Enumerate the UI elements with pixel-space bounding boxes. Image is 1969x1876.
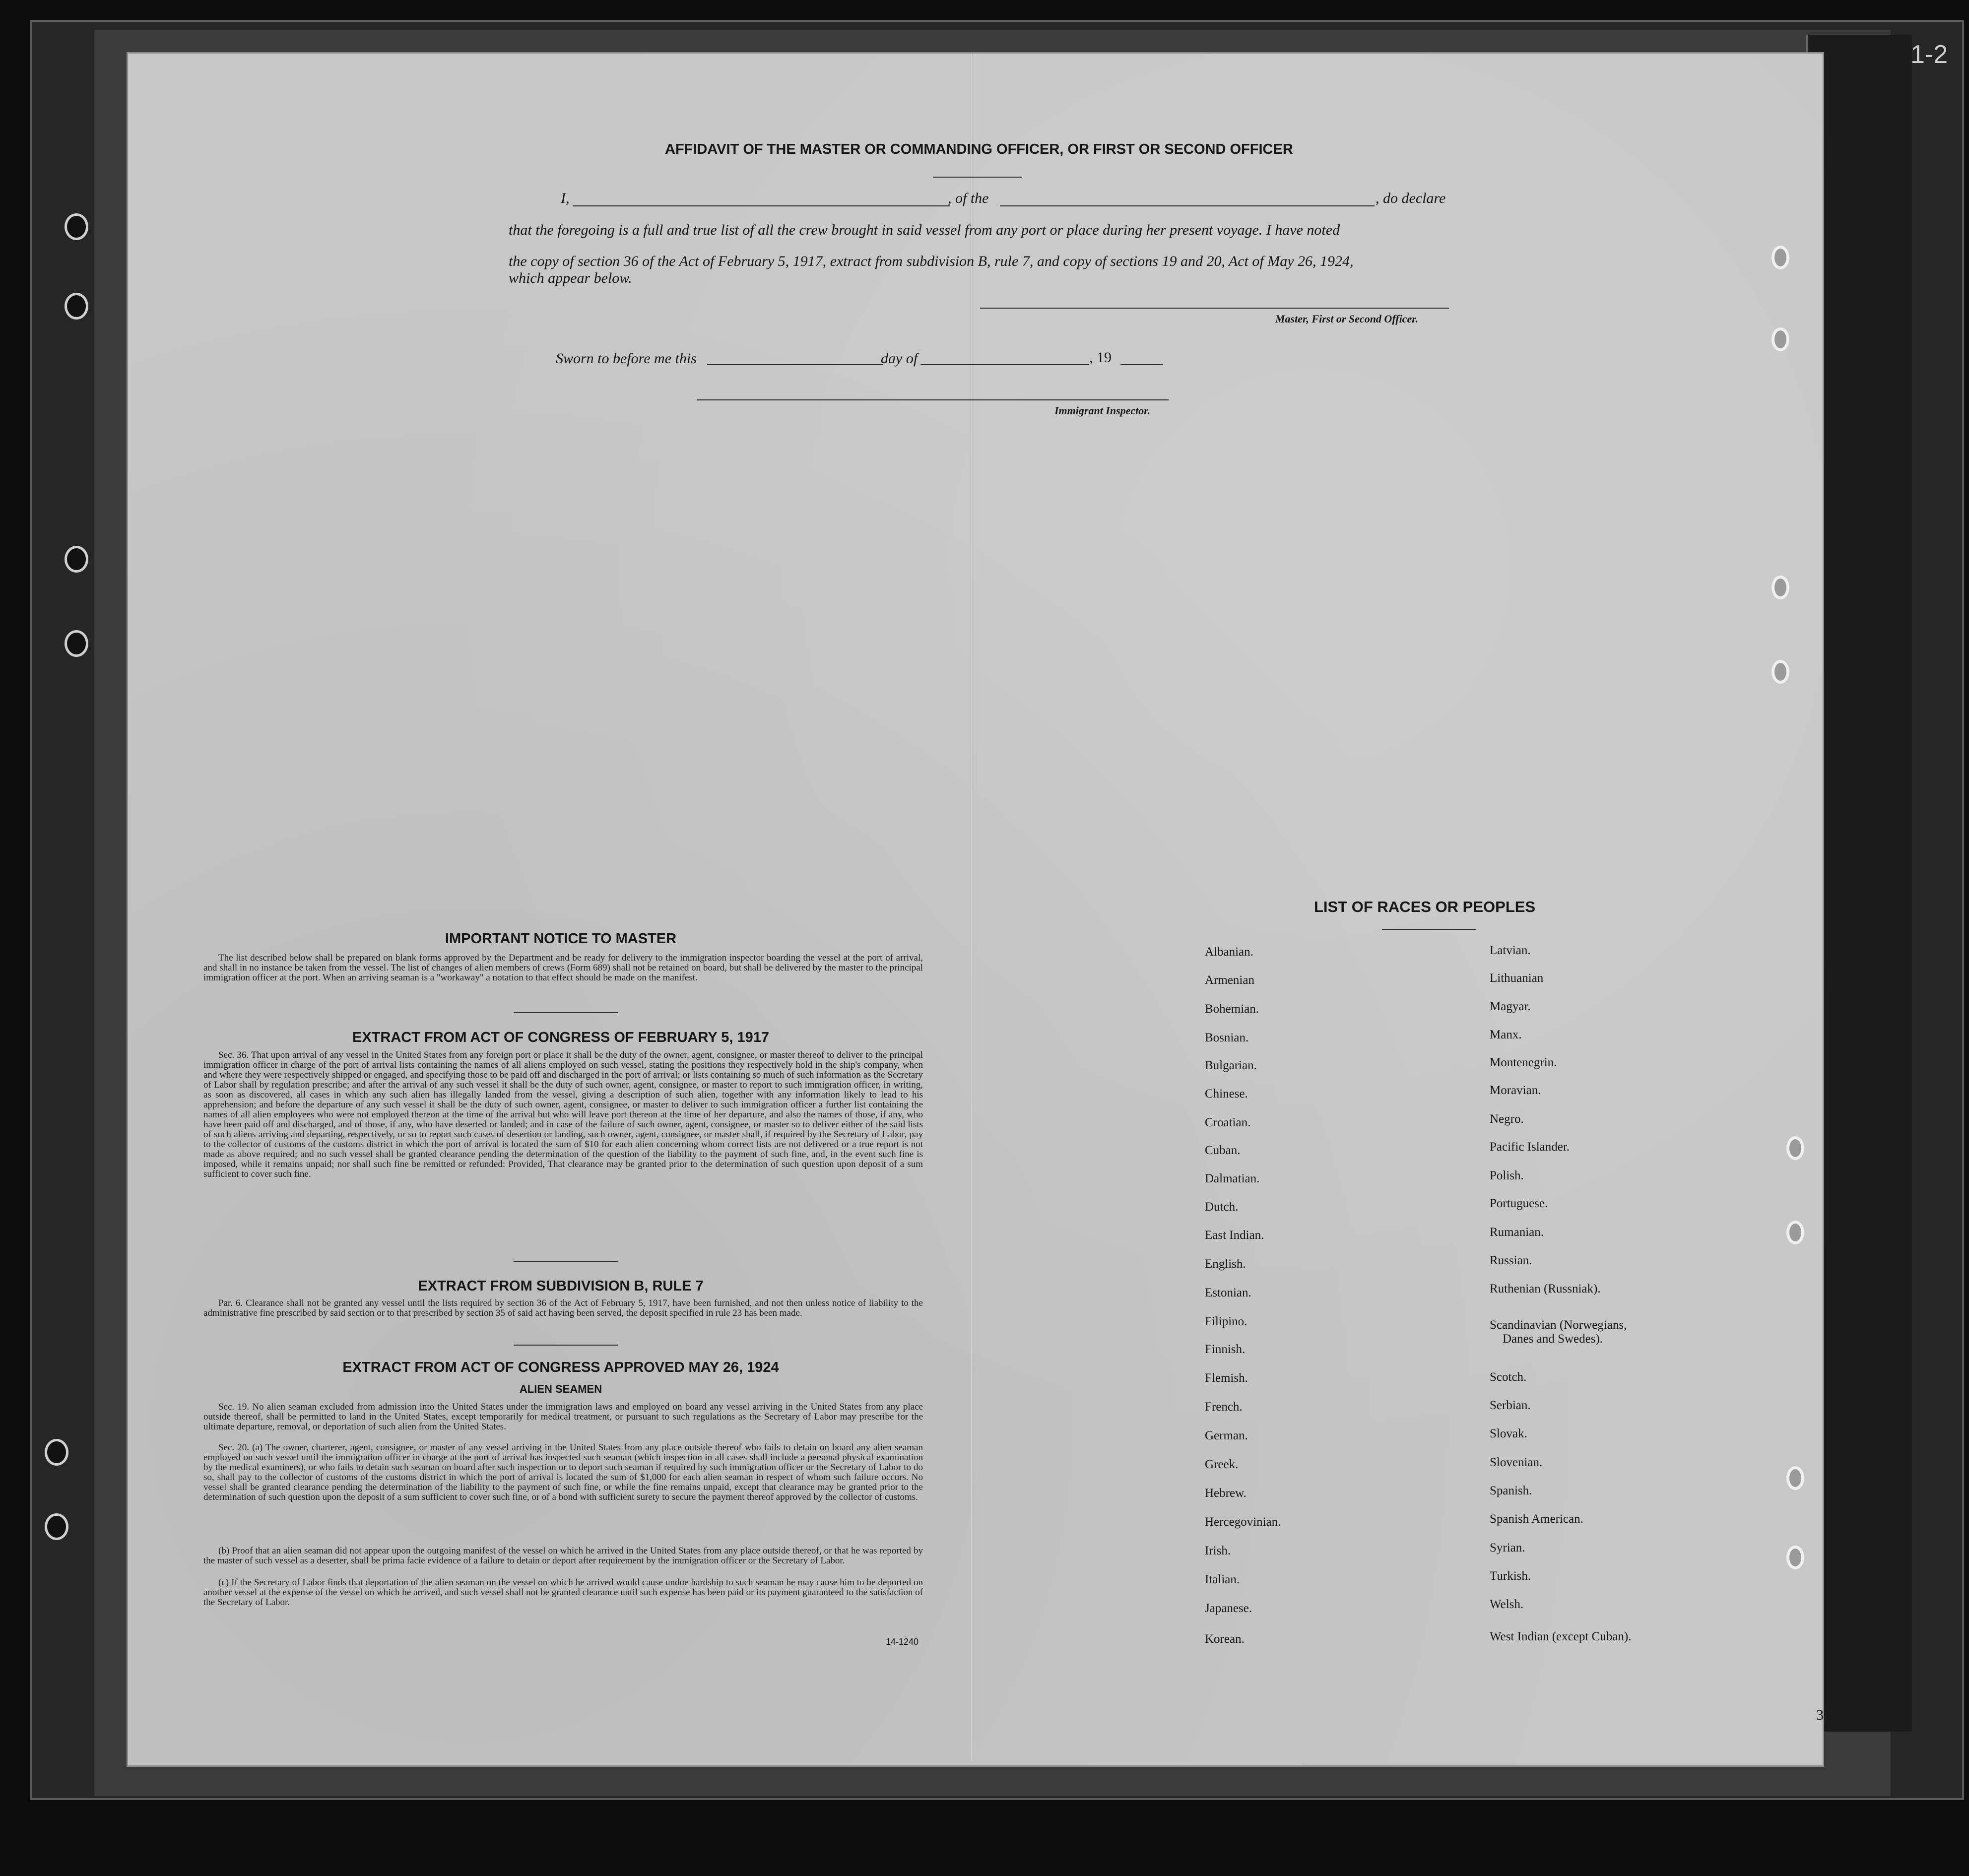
of-the-label: , of the [948, 190, 989, 206]
affidavit-title: AFFIDAVIT OF THE MASTER OR COMMANDING OFFICER, OR FIRST OR SECOND OFFICER [665, 141, 1293, 157]
race-item: Cuban. [1205, 1144, 1241, 1157]
binder-hole [1786, 1136, 1804, 1160]
race-item: Manx. [1490, 1028, 1522, 1041]
binder-hole [1786, 1546, 1804, 1569]
extract-1924-title: EXTRACT FROM ACT OF CONGRESS APPROVED MAY 26, 1924 [342, 1359, 779, 1375]
affidavit-i-label: I, [561, 190, 570, 206]
race-item: Korean. [1205, 1632, 1245, 1646]
master-signature-line[interactable] [980, 308, 1449, 309]
race-item: Italian. [1205, 1573, 1240, 1586]
inspector-signature-label: Immigrant Inspector. [1054, 404, 1151, 417]
race-item: Hercegovinian. [1205, 1515, 1281, 1529]
sec-20a-text: Sec. 20. (a) The owner, charterer, agent, consignee, or master of any vessel arriving in the United States from any place outside thereof who fails to detain on board any alien seaman employed on such vessel until the immigration officer in charge at the port of arrival has inspected such seaman (which inspection in all cases shall include a personal physical examination by the medical examiners), or who fails to detain such seaman on board after such inspection or to deport such seaman if required by such immigration officer or the Secretary of Labor to do so, shall pay to the collector of customs of the customs district in which the port of arrival is located the sum of $1,000 for each alien seaman in respect of whom such failure occurs. No vessel shall be granted clearance pending the determination of the liability to the payment of such fine, or while the fine remains unpaid, except that clearance may be granted prior to the determination of such question upon the deposit of a sum sufficient to cover such fine, or of a bond with sufficient surety to secure the payment thereof approved by the collector of customs. [203, 1442, 923, 1502]
center-fold [970, 55, 973, 1761]
race-item: Montenegrin. [1490, 1056, 1557, 1069]
document-sheet [127, 52, 1824, 1767]
race-item-continuation: Danes and Swedes). [1503, 1332, 1603, 1346]
race-item: Finnish. [1205, 1343, 1246, 1356]
race-item: Pacific Islander. [1490, 1140, 1570, 1154]
binder-hole [1772, 576, 1789, 599]
race-item: Turkish. [1490, 1569, 1531, 1583]
vessel-field[interactable] [1000, 205, 1375, 206]
race-item: Scandinavian (Norwegians, [1490, 1318, 1627, 1332]
extract-1924-subtitle: ALIEN SEAMEN [519, 1383, 602, 1395]
sec-20b-text: (b) Proof that an alien seaman did not appear upon the outgoing manifest of the vessel on which he arrived in the United States from any place outside thereof, or that he was reported by the master of such vessel as a deserter, shall be prima facie evidence of a failure to detain or deport after requirement by the immigration officer or the Secretary of Labor. [203, 1546, 923, 1566]
race-item: German. [1205, 1429, 1248, 1442]
race-item: Flemish. [1205, 1371, 1248, 1385]
binder-hole [1772, 327, 1789, 351]
race-item: Estonian. [1205, 1286, 1251, 1299]
race-item: Negro. [1490, 1112, 1524, 1126]
notice-title: IMPORTANT NOTICE TO MASTER [445, 931, 677, 947]
form-number: 14-1240 [886, 1637, 919, 1647]
race-item: Croatian. [1205, 1116, 1251, 1129]
notice-divider [514, 1012, 618, 1013]
race-item: Magyar. [1490, 1000, 1531, 1013]
race-item: Slovenian. [1490, 1456, 1543, 1469]
race-item: Spanish. [1490, 1484, 1532, 1497]
race-item: Greek. [1205, 1458, 1239, 1471]
race-item: Scotch. [1490, 1370, 1527, 1384]
races-divider [1382, 929, 1476, 930]
race-item: Serbian. [1490, 1399, 1531, 1412]
race-item: Moravian. [1490, 1084, 1541, 1097]
do-declare-label: , do declare [1376, 190, 1446, 206]
name-field[interactable] [573, 205, 950, 206]
binder-hole [65, 293, 88, 320]
day-of-label: day of [881, 350, 918, 367]
race-item: Dalmatian. [1205, 1172, 1260, 1185]
race-item: Bosnian. [1205, 1031, 1249, 1044]
race-item: Portuguese. [1490, 1197, 1548, 1210]
extract-1917-text: Sec. 36. That upon arrival of any vessel in the United States from any foreign port or place it shall be the duty of the owner, agent, consignee, or master thereof to deliver to the principal immigration officer in charge of the port of arrival lists containing the names of all aliens employed on such vessel, stating the positions they respectively hold in the ship's company, when and where they were respectively shipped or engaged, and specifying those to be paid off and discharged in the port of arrival; or lists containing so much of such information as the Secretary of Labor shall by regulation prescribe; and after the arrival of any such vessel it shall be the duty of such owner, agent, consignee, or master to report to such immigration officer, in writing, as soon as discovered, all cases in which any such alien has illegally landed from the vessel, giving a description of such alien, together with any information likely to lead to his apprehension; and before the departure of any such vessel it shall be the duty of such owner, agent, consignee, or master to deliver to such immigration officer a further list containing the names of all alien employees who were not employed thereon at the time of the arrival but who will leave port thereon at the time of her departure, and also the names of those, if any, who have been paid off and discharged, and of those, if any, who have deserted or landed; and in case of the failure of such owner, agent, consignee, or master so to deliver either of the said lists of such aliens arriving and departing, respectively, or so to report such cases of desertion or landing, such owner, agent, consignee, or master shall, if required by the Secretary of Labor, pay to the collector of customs of the customs district in which the port of arrival is located the sum of $10 for each alien concerning whom correct lists are not delivered or a true report is not made as above required; and no such vessel shall be granted clearance pending the determination of the question of the liability to the payment of such fine, and, in the event such fine is imposed, while it remains unpaid; nor shall such fine be remitted or refunded: Provided, That clearance may be granted prior to the determination of such question upon deposit of a sum sufficient to cover such fine. [203, 1050, 923, 1179]
binder-hole [65, 213, 88, 240]
sec-20c-text: (c) If the Secretary of Labor finds that deportation of the alien seaman on the vessel on which he arrived would cause undue hardship to such seaman he may cause him to be deported on another vessel at the expense of the vessel on which he arrived, and such vessel shall not be granted clearance until such expense has been paid or its payment guaranteed to the satisfaction of the Secretary of Labor. [203, 1577, 923, 1608]
race-item: Japanese. [1205, 1602, 1252, 1615]
subdivision-b-title: EXTRACT FROM SUBDIVISION B, RULE 7 [418, 1278, 704, 1294]
binder-hole [1772, 246, 1789, 269]
binder-hole [45, 1513, 68, 1540]
race-item: Irish. [1205, 1544, 1231, 1557]
inspector-signature-line[interactable] [697, 399, 1169, 400]
subdivision-b-text: Par. 6. Clearance shall not be granted any vessel until the lists required by section 36 of the Act of February 5, 1917, have been furnished, and not then unless notice of liability to the administrative fine prescribed by said section or to that prescribed by section 35 of said act having been served, the deposit specified in rule 23 has been made. [203, 1298, 923, 1318]
sec-19-text: Sec. 19. No alien seaman excluded from admission into the United States under the immigration laws and employed on board any vessel arriving in the United States from any place outside thereof, shall be permitted to land in the United States, except temporarily for medical treatment, or pursuant to such regulations as the Secretary of Labor may prescribe for the ultimate departure, removal, or deportation of such alien from the United States. [203, 1402, 923, 1432]
binder-hole [65, 546, 88, 573]
sworn-label: Sworn to before me this [556, 350, 697, 367]
notice-text: The list described below shall be prepared on blank forms approved by the Department and be ready for delivery to the immigration inspector boarding the vessel at the port of arrival, and shall in no instance be taken from the vessel. The list of changes of alien members of crews (Form 689) shall not be retained on board, but shall be delivered by the master to the principal immigration officer at the port. When an arriving seaman is a "workaway" a notation to that effect should be made on the manifest. [203, 953, 923, 983]
race-item: Welsh. [1490, 1598, 1524, 1611]
race-item: Spanish American. [1490, 1512, 1583, 1526]
race-item: Ruthenian (Russniak). [1490, 1282, 1601, 1295]
binder-hole [65, 630, 88, 657]
race-item: Armenian [1205, 973, 1254, 987]
race-item: French. [1205, 1400, 1243, 1414]
corner-annotation: 1-2 [1910, 40, 1948, 69]
race-item: Syrian. [1490, 1541, 1525, 1554]
race-item: Hebrew. [1205, 1487, 1247, 1500]
race-item: Dutch. [1205, 1200, 1239, 1214]
binder-hole [1772, 660, 1789, 684]
binder-hole [1786, 1221, 1804, 1244]
race-item: Slovak. [1490, 1427, 1527, 1440]
sworn-year-field[interactable] [1120, 364, 1163, 365]
extract-1917-divider [514, 1261, 618, 1262]
race-item: Russian. [1490, 1254, 1532, 1267]
binder-hole [45, 1439, 68, 1466]
master-signature-label: Master, First or Second Officer. [1275, 313, 1419, 325]
affidavit-line-2: the copy of section 36 of the Act of February 5, 1917, extract from subdivision B, rule 7, and copy of sections 19 and 20, Act of May 26, 1924, [509, 253, 1354, 269]
title-divider [933, 177, 1022, 178]
subdivision-b-divider [514, 1345, 618, 1346]
race-item: Albanian. [1205, 945, 1253, 959]
sworn-month-field[interactable] [920, 364, 1089, 365]
race-item: Filipino. [1205, 1315, 1247, 1328]
race-item: Rumanian. [1490, 1226, 1544, 1239]
race-item: Polish. [1490, 1169, 1524, 1182]
affidavit-line-1: that the foregoing is a full and true list of all the crew brought in said vessel from any port or place during her present voyage. I have noted [509, 222, 1340, 238]
page-mark: 3 [1816, 1707, 1824, 1723]
race-item: West Indian (except Cuban). [1490, 1630, 1632, 1643]
race-item: Latvian. [1490, 944, 1531, 957]
race-item: Bulgarian. [1205, 1059, 1257, 1072]
race-item: Lithuanian [1490, 971, 1544, 985]
affidavit-line-3: which appear below. [509, 270, 632, 286]
extract-1917-title: EXTRACT FROM ACT OF CONGRESS OF FEBRUARY 5, 1917 [352, 1030, 770, 1045]
binder-hole [1786, 1466, 1804, 1490]
race-item: English. [1205, 1257, 1246, 1271]
race-item: Bohemian. [1205, 1002, 1259, 1016]
year-label: , 19 [1089, 349, 1112, 366]
sworn-day-field[interactable] [707, 364, 883, 365]
races-title: LIST OF RACES OR PEOPLES [1314, 898, 1536, 915]
race-item: Chinese. [1205, 1087, 1248, 1100]
race-item: East Indian. [1205, 1229, 1264, 1242]
